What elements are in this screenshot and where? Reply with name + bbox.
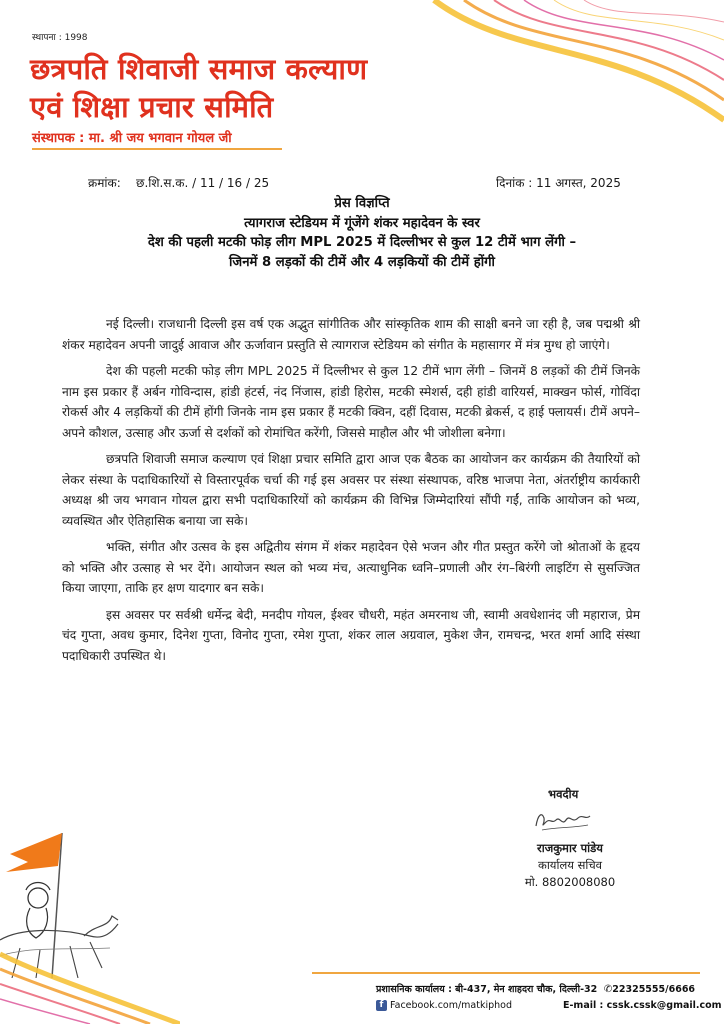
date-label: दिनांक : [496,176,533,190]
letter-body [62,314,640,672]
date-value: 11 अगस्त, 2025 [536,176,621,190]
decorative-swoosh-top [394,0,724,140]
footer-address [376,982,695,995]
reference-number [88,174,269,191]
facebook-link[interactable]: Facebook.com/matkiphod [390,1000,513,1011]
subheadline-1: देश की पहली मटकी फोड़ लीग MPL 2025 में दिल्लीभर से कुल 12 टीमें भाग लेंगी – [147,235,577,250]
footer-social [376,1000,512,1011]
footer-email[interactable]: E-mail : cssk.cssk@gmail.com [563,1000,722,1011]
body-paragraph: छत्रपति शिवाजी समाज कल्याण एवं शिक्षा प्रचार समिति द्वारा आज एक बैठक का आयोजन कर कार्यक्रम की तैयारियों को लेकर संस्था के पदाधिकारियों से विस्तारपूर्वक चर्चा की गई इस अवसर पर संस्था संस्थापक, वरिष्ठ भाजपा नेता, अंतर्राष्ट्रीय कार्यकारी अध्यक्ष श्री जय भगवान गोयल द्वारा सभी पदाधिकारियों को कार्यक्रम की विभिन्न जिम्मेदारियां सौंपी गईं, ताकि आयोजन को भव्य, व्यवस्थित और ऐतिहासिक बनाया जा सके। [62,452,640,528]
reference-label: क्रमांक: [88,176,121,190]
founder-line [32,128,232,146]
body-paragraph: इस अवसर पर सर्वश्री धर्मेन्द्र बेदी, मनदीप गोयल, ईश्वर चौधरी, महंत अमरनाथ जी, स्वामी अवधेशानंद जी महाराज, प्रेम चंद गुप्ता, अवध कुमार, दिनेश गुप्ता, विनोद गुप्ता, रमेश गुप्ता, शंकर लाल अग्रवाल, मुकेश जैन, रामचन्द्र, भरत शर्मा आदि संस्था पदाधिकारी उपस्थित थे। [62,607,640,663]
organization-name [30,50,367,126]
body-paragraph: नई दिल्ली। राजधानी दिल्ली इस वर्ष एक अद्भुत सांगीतिक और सांस्कृतिक शाम की साक्षी बनने जा रही है, जब पद्मश्री श्री शंकर महादेवन अपनी जादुई आवाज और ऊर्जावान प्रस्तुति से त्यागराज स्टेडियम को संगीत के महासागर में मंत्र मुग्ध हो जाएंगे। [62,317,640,352]
closing-salutation: भवदीय [548,787,579,801]
signatory-name: राजकुमार पांडेय [537,841,603,855]
facebook-icon: f [376,1000,387,1011]
handwritten-signature [532,808,592,834]
header-divider [32,148,282,150]
org-name-line-2: एवं शिक्षा प्रचार समिति [30,90,274,124]
established-year: स्थापना : 1998 [32,33,88,43]
decorative-swoosh-bottom [0,914,180,1024]
reference-value: छ.शि.स.क. / 11 / 16 / 25 [136,176,270,190]
signatory-block [504,840,636,891]
headline: त्यागराज स्टेडियम में गूंजेंगे शंकर महादेवन के स्वर [244,215,480,231]
signatory-designation: कार्यालय सचिव [537,858,603,872]
subheadline-2: जिनमें 8 लड़कों की टीमें और 4 लड़कियों की टीमें होंगी [229,254,495,270]
press-release-title: प्रेस विज्ञप्ति [334,196,390,211]
footer-divider [312,972,700,974]
signatory-mobile: मो. 8802008080 [524,875,616,889]
org-name-line-1: छत्रपति शिवाजी समाज कल्याण [30,52,368,86]
founder-name: मा. श्री जय भगवान गोयल जी [88,131,232,146]
press-release-headings [40,194,684,272]
office-phone: 22325555/6666 [612,984,696,995]
phone-icon: ✆ [603,984,613,995]
office-address: प्रशासनिक कार्यालय : बी-437, मेन शाहदरा चौक, दिल्ली-32 [376,984,598,995]
founder-label: संस्थापक : [32,131,89,146]
letter-date [496,174,621,191]
body-paragraph: भक्ति, संगीत और उत्सव के इस अद्वितीय संगम में शंकर महादेवन ऐसे भजन और गीत प्रस्तुत करेंगे जो श्रोताओं के हृदय को भक्ति और उत्साह से भर देंगे। आयोजन स्थल को भव्य मंच, अत्याधुनिक ध्वनि–प्रणाली और रंग–बिरंगी लाइटिंग से सुसज्जित किया जाएगा, ताकि हर क्षण यादगार बन सके। [62,540,640,595]
body-paragraph: देश की पहली मटकी फोड़ लीग MPL 2025 में दिल्लीभर से कुल 12 टीमें भाग लेंगी – जिनमें 8 लड़कों की टीमें जिनके नाम इस प्रकार हैं अर्बन गोविन्दास, हांडी हंटर्स, नंद निंजास, हांडी हिरोस, मटकी स्मेशर्स, दही हांडी वारियर्स, माक्खन फोर्स, गोविंदा रोकर्स और 4 लड़कियों की टीमें होंगी जिनके नाम इस प्रकार हैं मटकी क्विन, दहीं दिवास, मटकी ब्रेकर्स, द हाई फ्लायर्स। टीमें अपने–अपने कौशल, उत्साह और ऊर्जा से दर्शकों को रोमांचित करेंगी, जिससे माहौल और भी जोशीला बनेगा। [62,364,640,440]
